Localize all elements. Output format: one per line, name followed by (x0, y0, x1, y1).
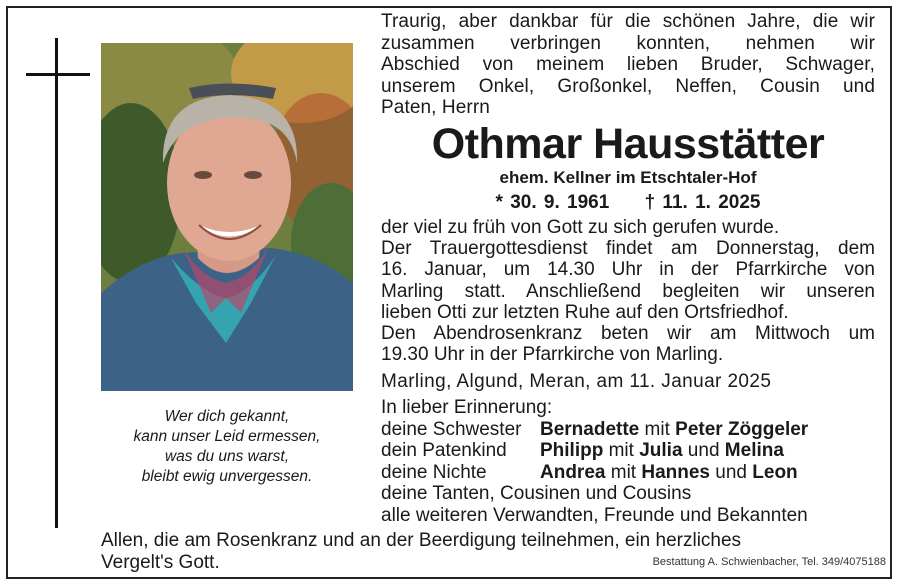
intro-line: unserem Onkel, Großonkel, Neffen, Cousin und (381, 75, 875, 97)
body-line: 16. Januar, um 14.30 Uhr in der Pfarrkirche von (381, 259, 875, 281)
birth-date: * 30. 9. 1961 (495, 192, 610, 213)
closing-line: Allen, die am Rosenkranz und an der Beerdigung teilnehmen, ein herzliches (101, 530, 742, 551)
family-row (381, 440, 881, 462)
body-line: lieben Otti zur letzten Ruhe auf den Ortsfriedhof. (381, 301, 789, 323)
family-relation: deine Nichte (381, 461, 487, 483)
body-line: Marling statt. Anschließend begleiten wir unseren (381, 280, 875, 302)
family-names: Philipp mit Julia und Melina (540, 440, 784, 461)
intro-line: zusammen verbringen konnten, nehmen wir (381, 32, 875, 54)
service-details (381, 217, 875, 365)
quote-line: Wer dich gekannt, (164, 408, 290, 425)
family-relation: dein Patenkind (381, 440, 507, 461)
family-more-line: alle weiteren Verwandten, Freunde und Bekannten (381, 504, 808, 526)
memorial-quote (101, 407, 353, 487)
closing-line: Vergelt's Gott. (101, 551, 220, 573)
body-line: Den Abendrosenkranz beten wir am Mittwoch um (381, 323, 875, 345)
family-row (381, 462, 881, 484)
occupation: ehem. Kellner im Etschtaler-Hof (499, 168, 757, 187)
body-line: Der Trauergottesdienst findet am Donnerstag, dem (381, 238, 875, 260)
family-list (381, 397, 881, 526)
family-row (381, 419, 881, 441)
intro-line: Traurig, aber dankbar für die schönen Jahre, die wir (381, 11, 875, 32)
death-date: † 11. 1. 2025 (644, 192, 761, 213)
family-relation: deine Schwester (381, 418, 522, 440)
intro-paragraph (381, 11, 875, 119)
cross-horizontal-bar (26, 73, 90, 76)
quote-line: bleibt ewig unvergessen. (141, 468, 313, 485)
portrait-photo (101, 43, 353, 391)
intro-line: Abschied von meinem lieben Bruder, Schwager, (381, 54, 875, 76)
family-names: Andrea mit Hannes und Leon (540, 461, 798, 483)
body-line: 19.30 Uhr in der Pfarrkirche von Marling. (381, 344, 724, 366)
funeral-home-credit: Bestattung A. Schwienbacher, Tel. 349/4075188 (652, 556, 886, 568)
life-dates (381, 191, 875, 214)
quote-line: was du uns warst, (164, 448, 290, 465)
body-line: der viel zu früh von Gott zu sich gerufen wurde. (381, 217, 780, 238)
family-names: Bernadette mit Peter Zöggeler (540, 418, 809, 440)
cross-vertical-bar (55, 38, 58, 528)
place-and-date: Marling, Algund, Meran, am 11. Januar 2025 (381, 371, 772, 392)
family-more-line: deine Tanten, Cousinen und Cousins (381, 483, 692, 504)
deceased-name: Othmar Hausstätter (431, 120, 825, 168)
memory-intro: In lieber Erinnerung: (381, 397, 553, 418)
intro-line: Paten, Herrn (381, 97, 490, 119)
quote-line: kann unser Leid ermessen, (133, 428, 321, 445)
